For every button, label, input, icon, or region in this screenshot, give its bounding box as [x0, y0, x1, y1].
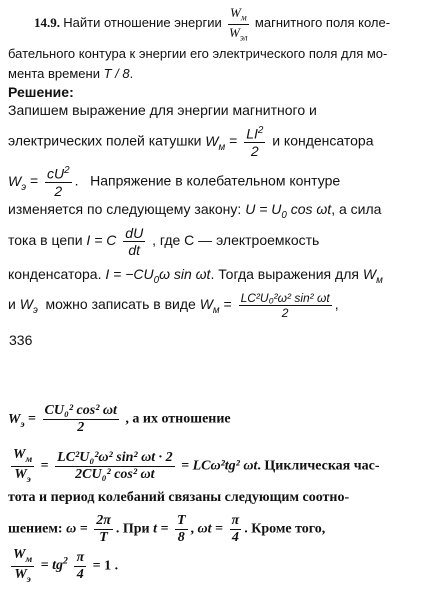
solution-line-7: и $W_э$ можно записать в виде $W_м$ = $\frac{\text{LC²U₀²ω² sin² ωt}}{2}$ ,: [8, 291, 339, 320]
page-number: 336: [9, 332, 33, 348]
current-derivative-fraction: $\frac{dU}{dt}$: [125, 225, 144, 258]
phase-fraction: $\frac{\pi}{4}$: [231, 513, 240, 545]
final-ratio-fraction: $\frac{W_м}{W_э}$: [13, 547, 33, 585]
continuation-line-2: $\frac{W_м}{W_э}$ = $\frac{\text{LC²U₀²ω² sin² ωt · 2}}{\text{2CU₀² cos² ωt}}$ = LCω²tg² ωt. Циклическая час-: [13, 447, 380, 485]
problem-line-2: бательного контура к энергии его электрического поля для мо-: [8, 46, 388, 61]
solution-line-3: $W_э$ = $\frac{cU^2}{2}$ . Напряжение в колебательном контуре: [8, 165, 341, 199]
lower-page: [0, 368, 422, 604]
problem-text-cont: магнитного поля коле-: [254, 15, 391, 31]
ratio-fraction: $\frac{W_м}{W_э}$: [13, 447, 33, 485]
time-fraction: $\frac{T}{8}$: [176, 513, 186, 545]
omega-fraction: $\frac{2\pi}{T}$: [96, 513, 111, 545]
problem-line-1: [34, 6, 390, 42]
continuation-line-4: шением: ω = $\frac{2\pi}{T}$ . При t = $\frac{T}{8}$ , ωt = $\frac{\pi}{4}$ . Кроме того,: [8, 513, 326, 545]
solution-line-5: тока в цепи I = C $\frac{dU}{dt}$ , где C — электроемкость: [8, 225, 320, 258]
solution-heading: Решение:: [8, 84, 74, 100]
solution-line-6: конденсатора. $I = -CU_0\omega$ sin ωt. Тогда выражения для $W_м$: [8, 266, 383, 286]
pi-quarter-fraction: $\frac{\pi}{4}$: [76, 549, 85, 582]
continuation-line-5: $\frac{W_м}{W_э}$ = $tg^2$ $\frac{\pi}{4}$ = 1 .: [13, 547, 119, 585]
solution-line-4: изменяется по следующему закону: $U = U_0$ cos ωt, а сила: [8, 201, 382, 221]
energy-ratio-fraction: $\frac{W_м}{W_{эл}}$: [229, 5, 248, 43]
problem-number: 14.9.: [34, 15, 60, 31]
solution-line-2: электрических полей катушки $W_м$ = $\frac{LI^2}{2}$ и конденсатора: [8, 125, 374, 159]
electric-energy-fraction: $\frac{cU^2}{2}$: [47, 165, 70, 199]
magnetic-energy-expanded-fraction: $\frac{\text{LC²U₀²ω² sin² ωt}}{2}$: [240, 291, 330, 320]
continuation-line-3: тота и период колебаний связаны следующим соотно-: [8, 490, 350, 505]
continuation-line-1: $W_э$ = $\frac{\text{CU₀² cos² ωt}}{2}$ , а их отношение: [8, 403, 231, 435]
problem-text: Найти отношение энергии: [63, 15, 222, 31]
magnetic-energy-fraction: $\frac{LI^2}{2}$: [246, 125, 264, 159]
time-value: T / 8: [103, 66, 130, 81]
problem-line-3: мента времени T / 8.: [8, 66, 134, 81]
ratio-expanded-fraction: $\frac{\text{LC²U₀²ω² sin² ωt · 2}}{\text{2CU₀² cos² ωt}}$: [57, 449, 173, 482]
electric-energy-expanded-fraction: $\frac{\text{CU₀² cos² ωt}}{2}$: [44, 403, 117, 435]
solution-line-1: Запишем выражение для энергии магнитного и: [8, 102, 317, 118]
